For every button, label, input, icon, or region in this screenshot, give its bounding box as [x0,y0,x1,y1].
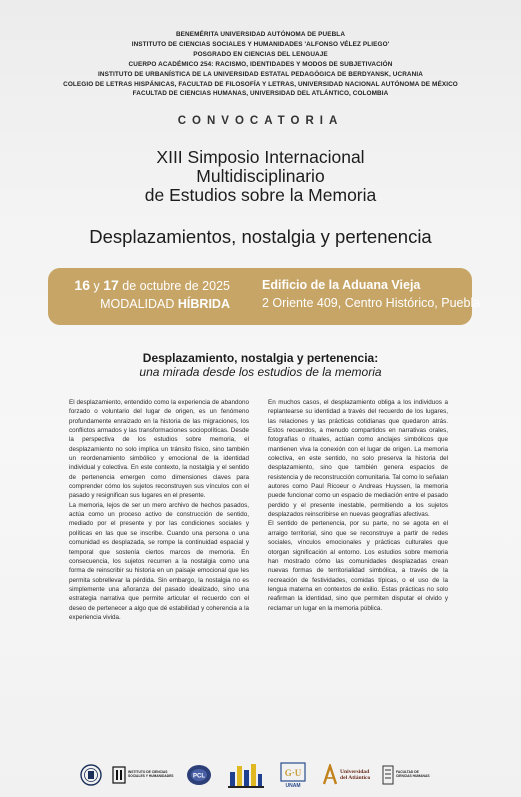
event-title-line: XIII Simposio Internacional [156,147,365,167]
modality-value: HÍBRIDA [177,297,230,311]
date-venue-banner [48,268,481,325]
icsyh-line: SOCIALES Y HUMANIDADES [128,774,174,778]
institution-line: COLEGIO DE LETRAS HISPÁNICAS, FACULTAD DE FILOSOFÍA Y LETRAS, UNIVERSIDAD NACIONAL AUTÓNOMA DE MÉXICO [63,80,458,88]
body-paragraph: En muchos casos, el desplazamiento obliga a los individuos a replantearse su identidad a través del recuerdo de los lugares, las relaciones y las prácticas cotidianas que quedaron atrás. Estos recuerdos, a menudo compartidos en narrativas orales, fotografías o rituales, actúan como anclajes simbólicos que mantienen viva la conexión con el lugar de origen. La memoria colectiva, en este sentido, no solo preserva la historia del desplazamiento, sino que también genera espacios de resistencia y de reconstrucción comunitaria. Tal como lo señalan autores como Paul Ricoeur o Andreas Huyssen, la memoria puede funcionar como un espacio de mediación entre el pasado perdido y el presente inestable, permitiendo a los sujetos desplazados reinscribirse en nuevas geografías afectivas. [268,399,448,519]
institution-line: BENEMÉRITA UNIVERSIDAD AUTÓNOMA DE PUEBLA [175,31,346,38]
institution-line: INSTITUTO DE URBANÍSTICA DE LA UNIVERSIDAD ESTATAL PEDAGÓGICA DE BERDYANSK, UCRANIA [98,70,423,78]
ukraine-institute-logo [228,760,264,790]
date-day-2: 17 [103,277,119,293]
fch-line: FACULTAD DE [396,770,419,775]
body-column-left [69,398,249,622]
uatlantico-line: Universidad [340,768,370,775]
institution-line: POSGRADO EN CIENCIAS DEL LENGUAJE [193,50,328,58]
body-paragraph: La memoria, lejos de ser un mero archivo de hechos pasados, actúa como un proceso activo de construcción de sentido, mediado por el presente y por las condiciones sociales y políticas en las que se inscribe. Cuando una persona o una comunidad es desplazada, se rompe la continuidad espacial y temporal que sostenía ciertos marcos de memoria. En consecuencia, los sujetos recurren a la nostalgia como una forma de reinscribir su historia en un paisaje emocional que les permita sobrellevar la pérdida. Sin embargo, la nostalgia no es simplemente una añoranza del pasado idealizado, sino una estrategia narrativa que permite articular el recuerdo con el deseo de pertenecer a algo que dé estabilidad y coherencia a la experiencia vivida. [69,501,249,621]
date-rest: de octubre de 2025 [122,279,230,293]
body-paragraph: El desplazamiento, entendido como la experiencia de abandono forzado o voluntario del lugar de origen, es un fenómeno profundamente enraizado en la historia de las migraciones, los conflictos armados y las transformaciones sociopolíticas. Desde la perspectiva de los estudios sobre memoria, el desplazamiento no solo implica un tránsito físico, sino también un reordenamiento simbólico y emocional de la identidad individual y colectiva. En este contexto, la nostalgia y el sentido de pertenencia emergen como dimensiones claves para comprender cómo los sujetos reconstruyen sus vínculos con el pasado y resignifican sus lugares en el presente. [69,399,249,500]
uatlantico-logo [322,760,370,790]
date-y: y [93,279,100,293]
fch-line: CIENCIAS HUMANAS [396,774,430,778]
body-paragraph: El sentido de pertenencia, por su parte, no se agota en el arraigo territorial, sino que se reconstruye a partir de redes sociales, vínculos emocionales y prácticas culturales que otorgan significación al entorno. Los estudios sobre memoria han mostrado cómo las comunidades desplazadas crean nuevas formas de territorialidad simbólica, a través de la recreación de festividades, comidas típicas, o el uso de la lengua materna en contextos de exilio. Estas prácticas no solo reafirman la identidad, sino que permiten disputar el olvido y reclamar un lugar en la memoria pública. [268,520,448,612]
date-day-1: 16 [74,277,90,293]
logos-row [70,760,450,790]
uatlantico-line: del Atlántico [340,775,371,781]
icsyh-logo [112,760,174,790]
pcl-logo [186,760,212,790]
event-modality [48,295,230,313]
venue-address: 2 Oriente 409, Centro Histórico, Puebla [262,296,481,310]
event-date [48,276,230,295]
event-title-line: Multidisciplinario [196,166,325,186]
event-title [0,148,521,205]
event-subtitle: Desplazamientos, nostalgia y pertenencia [89,226,432,247]
svg-text:G·U: G·U [284,768,302,778]
unam-text: UNAM [285,783,301,789]
icsyh-line: INSTITUTO DE CIENCIAS [128,770,168,775]
institutions-header [0,30,521,99]
institution-line: FACULTAD DE CIENCIAS HUMANAS, UNIVERSIDAD DEL ATLÁNTICO, COLOMBIA [132,90,389,98]
convocatoria-heading: CONVOCATORIA [177,115,344,127]
pcl-text: PCL [193,773,205,780]
institution-line: INSTITUTO DE CIENCIAS SOCIALES Y HUMANIDADES 'ALFONSO VÉLEZ PLIEGO' [131,40,390,48]
venue-block [262,276,480,312]
modality-label: MODALIDAD [100,297,175,311]
event-title-line: de Estudios sobre la Memoria [144,185,377,205]
section-heading-bold: Desplazamiento, nostalgia y pertenencia: [142,351,379,365]
buap-seal-logo [80,760,102,790]
section-heading [0,351,521,379]
body-column-right [268,398,448,613]
unam-logo [278,760,308,790]
institution-line: CUERPO ACADÉMICO 254: RACISMO, IDENTIDADES Y MODOS DE SUBJETIVACIÓN [128,60,393,68]
section-heading-italic: una mirada desde los estudios de la memoria [139,365,382,379]
fch-logo [382,760,430,790]
venue-name: Edificio de la Aduana Vieja [262,278,421,292]
date-block [48,276,230,313]
